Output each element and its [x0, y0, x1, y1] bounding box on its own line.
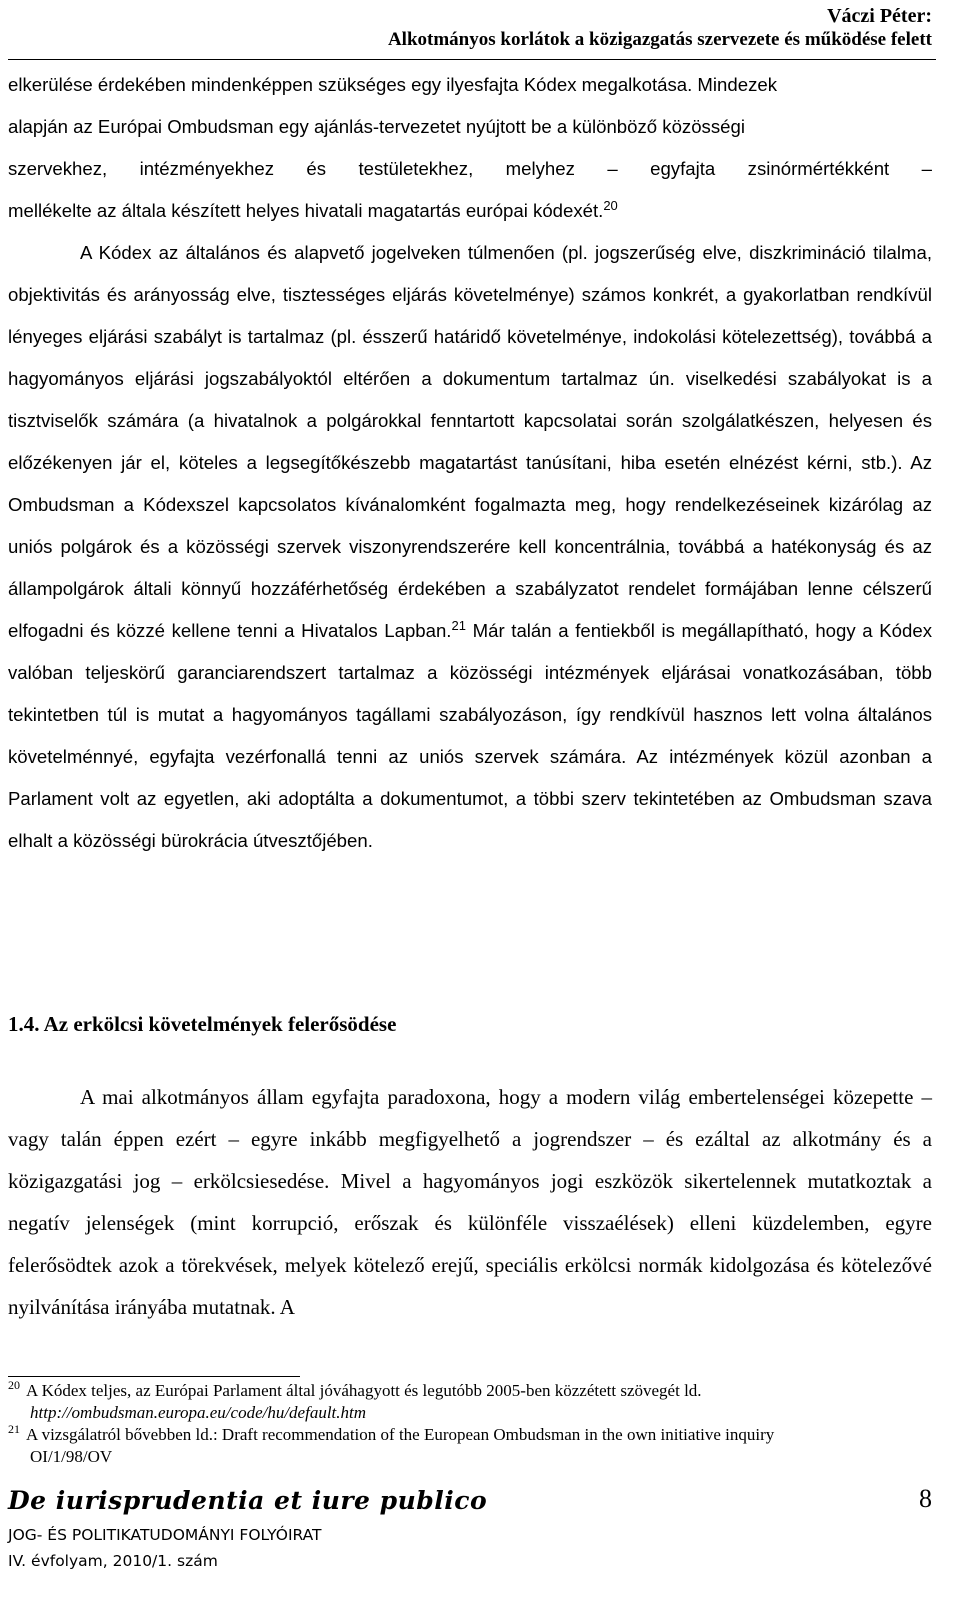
body-paragraph-2 [8, 232, 932, 862]
section-paragraph [8, 1076, 932, 1328]
paragraph-text: A Kódex az általános és alapvető jogelveken túlmenően (pl. jogszerűség elve, diszkrimináció tilalma, objektivitás és arányosság elve, tisztességes eljárás követelménye) számos konkrét, a gyakorlatban rendkívül lényeges eljárási szabályt is tartalmaz (pl. ésszerű határidő követelménye, indokolási kötelezettség), továbbá a hagyományos eljárási jogszabályoktól eltérően a dokumentum tartalmaz ún. viselkedési szabályokat is a tisztviselők számára (a hivatalnok a polgárokkal fenntartott kapcsolatai során szolgálatkészen, helyesen és előzékenyen jár el, köteles a legsegítőkészebb magatartást tanúsítani, hiba esetén elnézést kérni, stb.). Az Ombudsman a Kódexszel kapcsolatos kívánalomként fogalmazta meg, hogy rendelkezéseinek kizárólag az uniós polgárok és a közösségi szervek viszonyrendszerére kell koncentrálnia, továbbá a hatékonyság és az állampolgárok általi könnyű hozzáférhetőség érdekében a szabályzatot rendelet formájában lenne célszerű elfogadni és közzé kellene tenni a Hivatalos Lapban.$^{21}$ Már talán a fentiekből is megállapítható, hogy a Kódex valóban teljeskörű garanciarendszert tartalmaz a közösségi intézmények eljárásai vonatkozásában, több tekintetben túl is mutat a hagyományos tagállami szabályozáson, így rendkívül hasznos lett volna általános követelménnyé, egyfajta vezérfonallá tenni az uniós szervek számára. Az intézmények közül azonban a Parlament volt az egyetlen, aki adoptálta a dokumentumot, a többi szerv tekintetében az Ombudsman szava elhalt a közösségi bürokrácia útvesztőjében. [8, 242, 933, 851]
page-number: 8 [919, 1484, 932, 1513]
footnote-divider [8, 1376, 300, 1377]
journal-name: JOG- ÉS POLITIKATUDOMÁNYI FOLYÓIRAT [8, 1526, 322, 1544]
footnote-ref-21: 21 [451, 617, 466, 633]
header-divider [8, 59, 936, 60]
journal-issue: IV. évfolyam, 2010/1. szám [8, 1552, 218, 1570]
section-heading: 1.4. Az erkölcsi követelmények felerősödése [8, 1012, 397, 1036]
footnote-link[interactable]: http://ombudsman.europa.eu/code/hu/default.htm [30, 1403, 367, 1422]
body-line: alapján az Európai Ombudsman egy ajánlás-tervezetet nyújtott be a különböző közösségi [8, 116, 745, 137]
body-paragraph-1 [8, 64, 932, 232]
header-title: Alkotmányos korlátok a közigazgatás szervezete és működése felett [387, 29, 932, 50]
running-header [388, 4, 932, 52]
journal-logo: De iurisprudentia et iure publico [8, 1486, 488, 1515]
paragraph-text: A mai alkotmányos állam egyfajta paradoxona, hogy a modern világ embertelenségei közepette – vagy talán éppen ezért – egyre inkább megfigyelhető a jogrendszer – és ezáltal az alkotmány és a közigazgatási jog – erkölcsiesedése. Mivel a hagyományos jogi eszközök sikertelennek mutatkoztak a negatív jelenségek (mint korrupció, erőszak és különféle visszaélések) elleni küzdelemben, egyre felerősödtek azok a törekvések, melyek kötelező erejű, speciális erkölcsi normák kidolgozása és kötelezővé nyilvánítása irányába mutatnak. A [8, 1085, 932, 1319]
body-line: elkerülése érdekében mindenképpen szükséges egy ilyesfajta Kódex megalkotása. Mindezek [8, 74, 777, 95]
body-line: mellékelte az általa készített helyes hivatali magatartás európai kódexét.$^{20}$ [8, 197, 618, 221]
body-line: szervekhez, intézményekhez és testületekhez, melyhez – egyfajta zsinórmértékként – [8, 158, 932, 179]
footnote-20: $^{20}$ A Kódex teljes, az Európai Parlament által jóváhagyott és legutóbb 2005-ben közzétett szövegét ld. [8, 1378, 702, 1400]
header-author: Váczi Péter: [827, 5, 932, 27]
footnote-21-continued: OI/1/98/OV [30, 1447, 113, 1466]
footnote-ref-20: 20 [603, 197, 618, 213]
footnotes [8, 1380, 932, 1468]
footnote-21: $^{21}$ A vizsgálatról bővebben ld.: Draft recommendation of the European Ombudsman in the own initiative inquiry [8, 1422, 775, 1444]
